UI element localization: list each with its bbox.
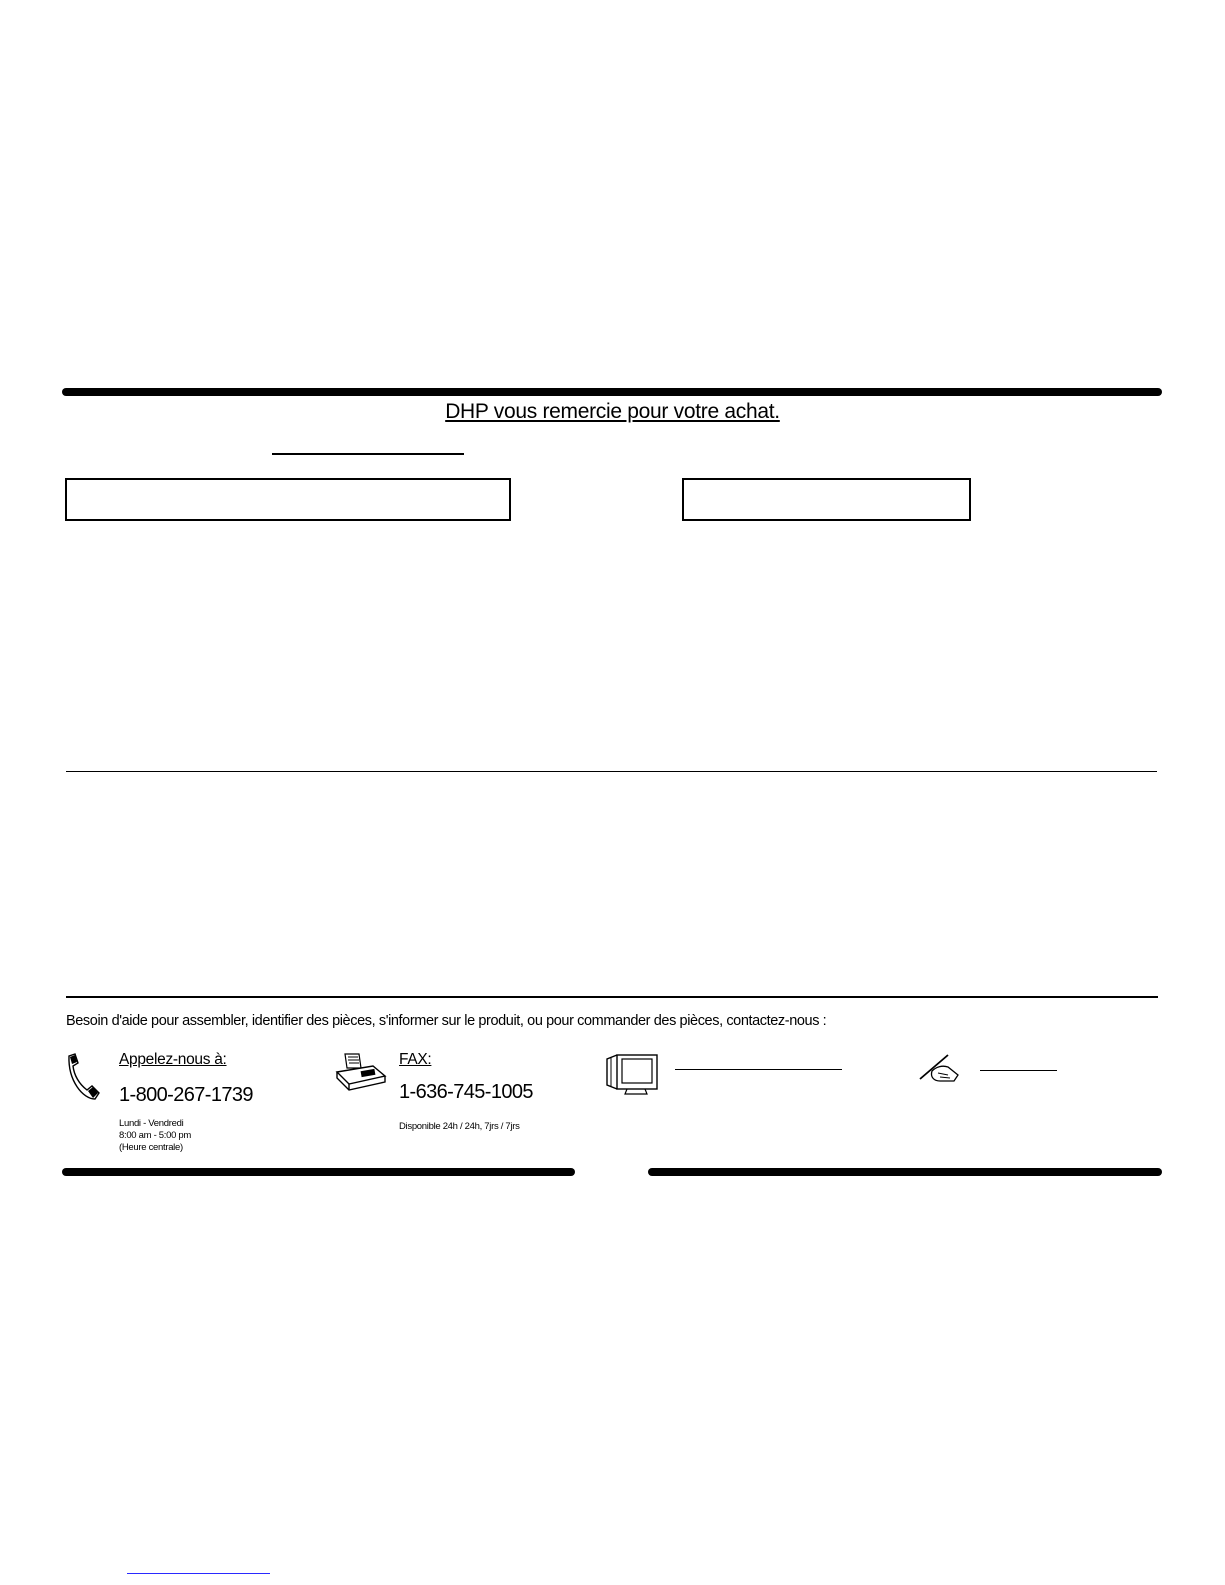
- page-title: DHP vous remercie pour votre achat.: [445, 400, 780, 423]
- top-divider: [62, 388, 1162, 396]
- purchase-date-box[interactable]: [682, 478, 971, 521]
- fax-number[interactable]: 1-636-745-1005: [399, 1081, 533, 1103]
- model-number-box[interactable]: [65, 478, 511, 521]
- phone-label: Appelez-nous à:: [119, 1051, 227, 1068]
- phone-hours-line3: (Heure centrale): [119, 1142, 183, 1153]
- computer-icon: [603, 1053, 659, 1095]
- middle-divider: [66, 771, 1157, 772]
- phone-hours-line2: 8:00 am - 5:00 pm: [119, 1130, 191, 1141]
- bottom-divider-right: [648, 1168, 1162, 1176]
- footer-link-underline[interactable]: [127, 1573, 270, 1574]
- help-text: Besoin d'aide pour assembler, identifier des pièces, s'informer sur le produit, ou pour commander des pièces, contactez-nous :: [66, 1013, 827, 1029]
- phone-icon: [63, 1053, 103, 1103]
- fax-label: FAX:: [399, 1051, 432, 1068]
- phone-number[interactable]: 1-800-267-1739: [119, 1084, 253, 1106]
- website-blank-line[interactable]: [675, 1069, 842, 1070]
- email-blank-line[interactable]: [980, 1070, 1057, 1071]
- fax-availability: Disponible 24h / 24h, 7jrs / 7jrs: [399, 1121, 520, 1132]
- phone-hours-line1: Lundi - Vendredi: [119, 1118, 184, 1129]
- blank-underline: [272, 453, 464, 455]
- bottom-divider-left: [62, 1168, 575, 1176]
- contact-section-divider: [66, 996, 1158, 998]
- writing-hand-icon: [918, 1053, 962, 1085]
- fax-icon: [335, 1052, 387, 1092]
